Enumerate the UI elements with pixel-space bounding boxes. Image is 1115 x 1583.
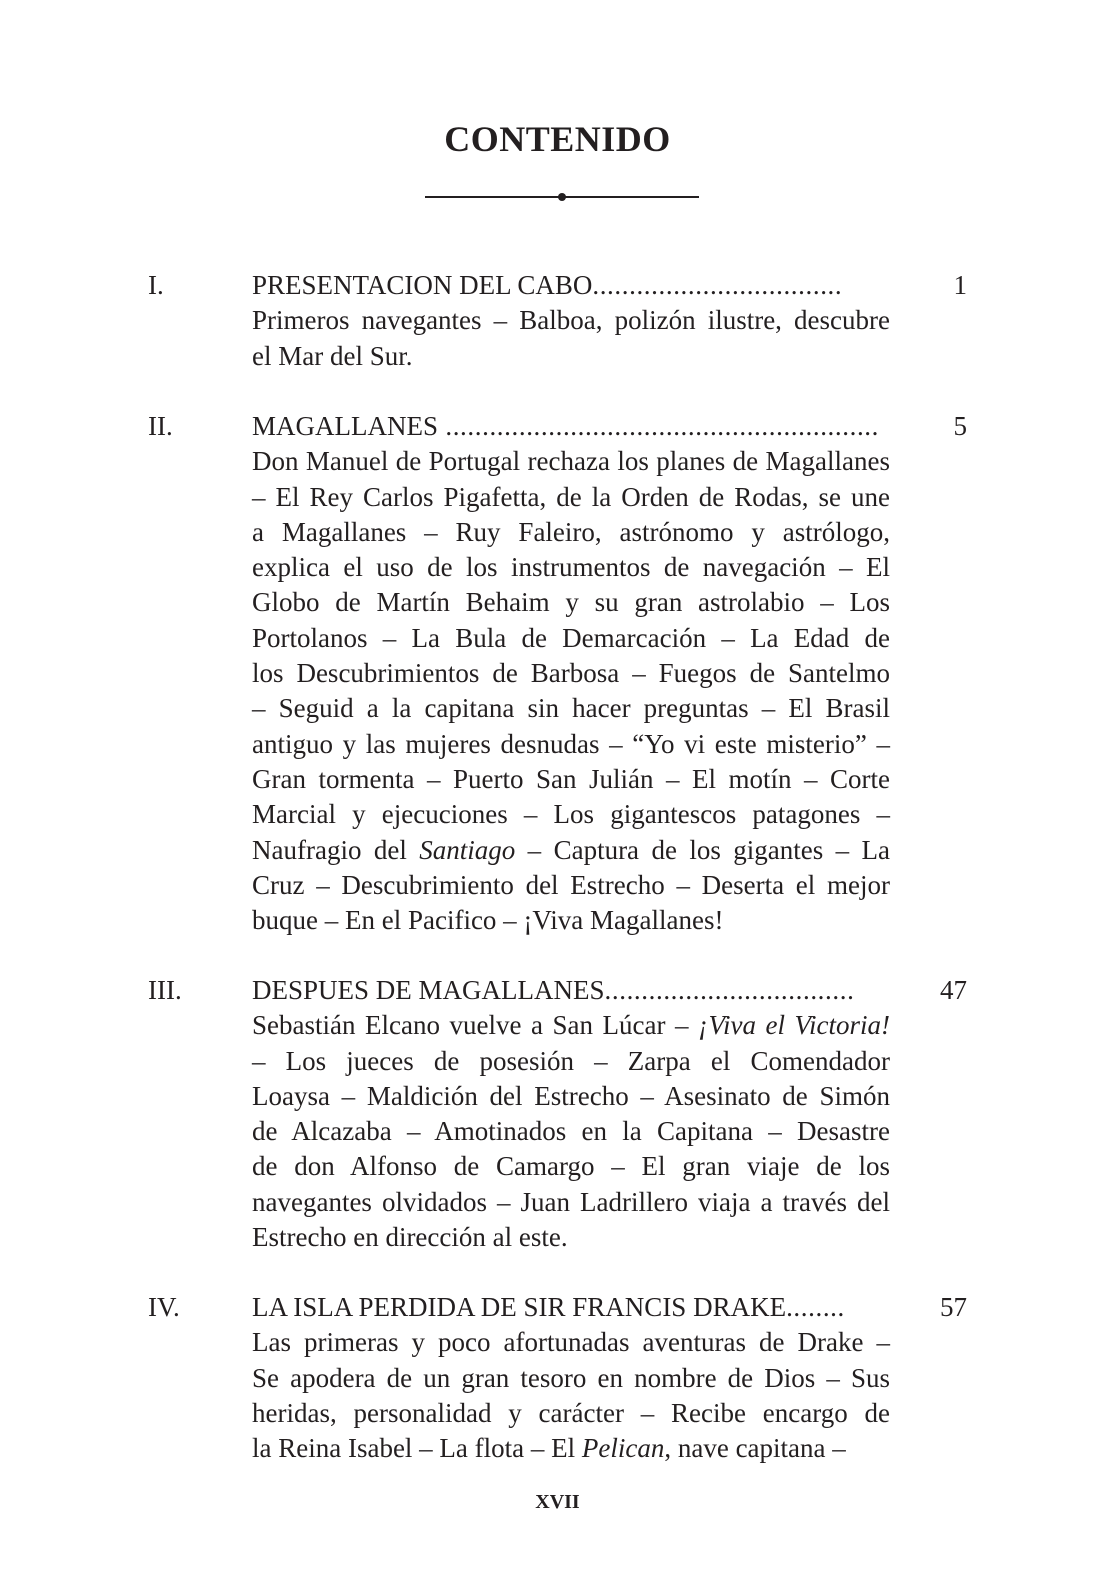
summary-line xyxy=(252,1431,890,1466)
summary-line xyxy=(252,1044,890,1079)
summary-line xyxy=(252,1079,890,1114)
chapter-number: IV. xyxy=(148,1292,180,1322)
summary-text: Gran tormenta – Puerto San Julián – El motín – Corte xyxy=(252,763,890,794)
summary-text: Marcial y ejecuciones – Los gigantescos patagones – xyxy=(252,799,890,830)
summary-line xyxy=(252,1149,890,1184)
summary-text: buque – En el Pacifico – ¡Viva Magallanes! xyxy=(252,905,724,936)
summary-line xyxy=(252,1114,890,1149)
summary-line xyxy=(252,797,890,832)
page-reference: 47 xyxy=(940,975,967,1005)
summary-line xyxy=(252,1220,890,1255)
chapter-heading xyxy=(252,1290,890,1325)
leader-dots: ........ xyxy=(786,1292,845,1322)
summary-line xyxy=(252,444,890,479)
summary-line xyxy=(252,1396,890,1431)
page-reference: 5 xyxy=(953,411,967,441)
summary-line xyxy=(252,691,890,726)
summary-line xyxy=(252,868,890,903)
summary-text: Sebastián Elcano vuelve a San Lúcar – xyxy=(252,1010,698,1041)
italic-title: Santiago xyxy=(419,834,516,865)
summary-text: – Los jueces de posesión – Zarpa el Comendador xyxy=(252,1045,890,1076)
chapter-number: III. xyxy=(148,975,182,1005)
summary-text: Primeros navegantes – Balboa, polizón ilustre, descubre xyxy=(252,305,890,336)
page-number: XVII xyxy=(535,1491,580,1513)
title-ornament xyxy=(425,190,699,204)
ornament-dot xyxy=(558,193,566,201)
summary-text: Portolanos – La Bula de Demarcación – La Edad de xyxy=(252,622,890,653)
chapter-heading xyxy=(252,973,890,1008)
summary-text: Cruz – Descubrimiento del Estrecho – Deserta el mejor xyxy=(252,869,890,900)
chapter-title: DESPUES DE MAGALLANES xyxy=(252,975,605,1005)
summary-line xyxy=(252,621,890,656)
leader-dots: .................................. xyxy=(592,270,843,300)
summary-text: Se apodera de un gran tesoro en nombre de Dios – Sus xyxy=(252,1362,890,1393)
chapter-summary xyxy=(252,303,890,374)
summary-line xyxy=(252,515,890,550)
summary-text: , nave capitana – xyxy=(664,1433,846,1464)
summary-text: navegantes olvidados – Juan Ladrillero viaja a través del xyxy=(252,1186,890,1217)
summary-text: – Seguid a la capitana sin hacer preguntas – El Brasil xyxy=(252,693,890,724)
summary-text: la Reina Isabel – La flota – El xyxy=(252,1433,582,1464)
summary-line xyxy=(252,903,890,938)
chapter-number: I. xyxy=(148,270,164,300)
summary-text: heridas, personalidad y carácter – Recibe encargo de xyxy=(252,1397,890,1428)
summary-line xyxy=(252,727,890,762)
chapter-summary xyxy=(252,1325,890,1466)
summary-line xyxy=(252,480,890,515)
summary-text: explica el uso de los instrumentos de navegación – El xyxy=(252,552,890,583)
summary-line xyxy=(252,1008,890,1043)
summary-text: Loaysa – Maldición del Estrecho – Asesinato de Simón xyxy=(252,1080,890,1111)
summary-line xyxy=(252,550,890,585)
summary-text: Don Manuel de Portugal rechaza los planes de Magallanes xyxy=(252,446,890,477)
summary-text: de Alcazaba – Amotinados en la Capitana – Desastre xyxy=(252,1116,890,1147)
summary-line xyxy=(252,1185,890,1220)
summary-text: Globo de Martín Behaim y su gran astrolabio – Los xyxy=(252,587,890,618)
page-title: CONTENIDO xyxy=(444,119,671,159)
summary-line xyxy=(252,833,890,868)
page-reference: 1 xyxy=(953,270,967,300)
italic-title: ¡Viva el Victoria! xyxy=(698,1010,890,1041)
summary-text: Las primeras y poco afortunadas aventuras de Drake – xyxy=(252,1327,890,1358)
summary-text: antiguo y las mujeres desnudas – “Yo vi este misterio” – xyxy=(252,728,890,759)
summary-text: – El Rey Carlos Pigafetta, de la Orden de Rodas, se une xyxy=(252,481,890,512)
summary-line xyxy=(252,762,890,797)
chapter-number: II. xyxy=(148,411,173,441)
summary-text: Estrecho en dirección al este. xyxy=(252,1222,568,1253)
leader-dots: ........................................................... xyxy=(438,411,879,441)
italic-title: Pelican xyxy=(581,1433,665,1464)
summary-text: el Mar del Sur. xyxy=(252,340,413,371)
chapter-heading xyxy=(252,268,890,303)
page-reference: 57 xyxy=(940,1292,967,1322)
summary-line xyxy=(252,1361,890,1396)
summary-text: los Descubrimientos de Barbosa – Fuegos de Santelmo xyxy=(252,658,890,689)
chapter-title: PRESENTACION DEL CABO xyxy=(252,270,593,300)
chapter-title: LA ISLA PERDIDA DE SIR FRANCIS DRAKE xyxy=(252,1292,787,1322)
summary-line xyxy=(252,1325,890,1360)
leader-dots: .................................. xyxy=(604,975,855,1005)
summary-line xyxy=(252,303,890,338)
summary-line xyxy=(252,585,890,620)
summary-line xyxy=(252,656,890,691)
summary-line xyxy=(252,339,890,374)
chapter-title: MAGALLANES xyxy=(252,411,438,441)
chapter-summary xyxy=(252,1008,890,1255)
summary-text: – Captura de los gigantes – La xyxy=(515,834,891,865)
chapter-summary xyxy=(252,444,890,938)
chapter-heading xyxy=(252,409,890,444)
summary-text: de don Alfonso de Camargo – El gran viaje de los xyxy=(252,1151,890,1182)
summary-text: Naufragio del xyxy=(252,834,420,865)
summary-text: a Magallanes – Ruy Faleiro, astrónomo y astrólogo, xyxy=(252,516,890,547)
